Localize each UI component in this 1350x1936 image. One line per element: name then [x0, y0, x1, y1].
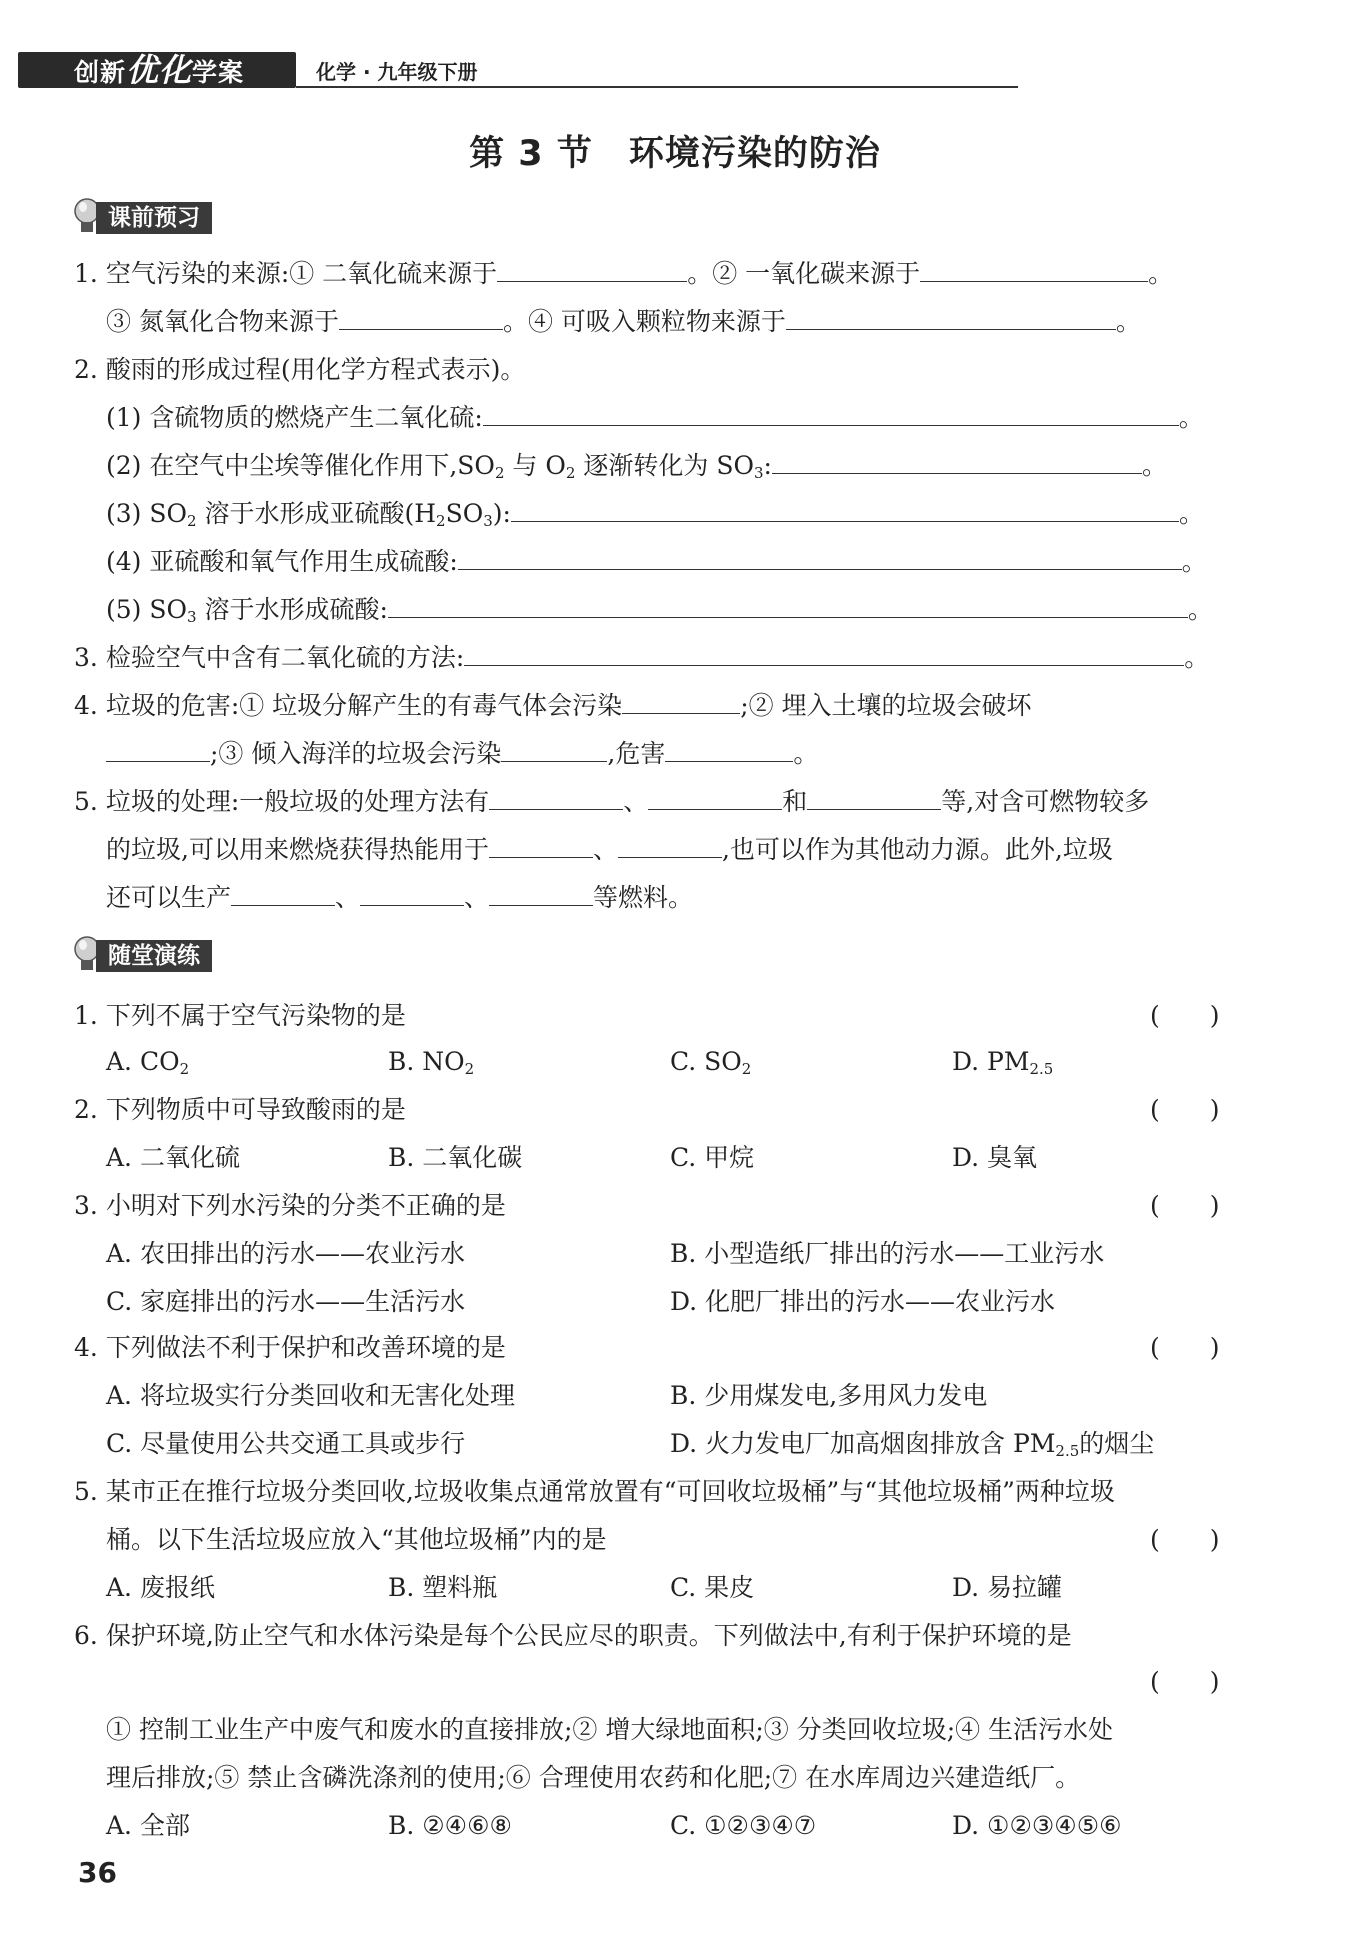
preview-q1-line1: 1. 空气污染的来源:① 二氧化硫来源于 。② 一氧化碳来源于 。	[74, 259, 1174, 288]
option-c[interactable]: C. ①②③④⑦	[670, 1811, 817, 1840]
option-b[interactable]: B. 少用煤发电,多用风力发电	[670, 1381, 988, 1410]
answer-blank[interactable]	[648, 787, 782, 810]
answer-paren[interactable]: ( )	[1150, 1667, 1220, 1696]
subject-label: 化学 · 九年级下册	[316, 60, 478, 84]
preview-q5-line2: 的垃圾,可以用来燃烧获得热能用于 、 ,也可以作为其他动力源。此外,垃圾	[106, 835, 1113, 864]
preview-q4-line2: ;③ 倾入海洋的垃圾会污染 ,危害 。	[106, 738, 818, 770]
answer-blank[interactable]	[497, 259, 687, 282]
practice-q5-line1: 5. 某市正在推行垃圾分类回收,垃圾收集点通常放置有“可回收垃圾桶”与“其他垃圾桶”两种垃圾	[74, 1477, 1115, 1506]
header-rule	[296, 86, 1018, 88]
preview-q5-line1: 5. 垃圾的处理:一般垃圾的处理方法有 、 和 等,对含可燃物较多	[74, 787, 1150, 816]
option-d[interactable]: D. 易拉罐	[952, 1573, 1063, 1602]
practice-q4: 4. 下列做法不利于保护和改善环境的是	[74, 1333, 506, 1362]
option-a[interactable]: A. 将垃圾实行分类回收和无害化处理	[106, 1381, 515, 1410]
option-b[interactable]: B. 塑料瓶	[388, 1573, 498, 1602]
practice-q6-line1: 6. 保护环境,防止空气和水体污染是每个公民应尽的职责。下列做法中,有利于保护环境的是	[74, 1621, 1072, 1650]
preview-q1-line2: ③ 氮氧化合物来源于 。④ 可吸入颗粒物来源于 。	[106, 307, 1141, 336]
option-a[interactable]: A. 全部	[106, 1811, 190, 1840]
option-c[interactable]: C. 家庭排出的污水——生活污水	[106, 1287, 466, 1316]
preview-q4-line1: 4. 垃圾的危害:① 垃圾分解产生的有毒气体会污染 ;② 埋入土壤的垃圾会破坏	[74, 691, 1032, 720]
option-d[interactable]: D. 臭氧	[952, 1143, 1038, 1172]
book-banner: 创新优化学案	[18, 52, 296, 88]
answer-blank[interactable]	[622, 691, 740, 714]
option-a[interactable]: A. 二氧化硫	[106, 1143, 240, 1172]
answer-blank[interactable]	[360, 883, 464, 906]
practice-q2: 2. 下列物质中可导致酸雨的是	[74, 1095, 406, 1124]
option-b[interactable]: B. 小型造纸厂排出的污水——工业污水	[670, 1239, 1105, 1268]
preview-q2: 2. 酸雨的形成过程(用化学方程式表示)。	[74, 355, 526, 384]
practice-q3: 3. 小明对下列水污染的分类不正确的是	[74, 1191, 506, 1220]
section-label: 课前预习	[96, 202, 212, 234]
answer-blank[interactable]	[511, 499, 1179, 522]
practice-q1: 1. 下列不属于空气污染物的是	[74, 1001, 406, 1030]
preview-q2-1: (1) 含硫物质的燃烧产生二氧化硫: 。	[106, 403, 1204, 432]
option-d[interactable]: D. 火力发电厂加高烟囱排放含 $PM_{2.5}$的烟尘	[670, 1429, 1155, 1460]
answer-blank[interactable]	[489, 883, 593, 906]
answer-paren[interactable]: ( )	[1150, 1191, 1220, 1220]
answer-blank[interactable]	[458, 547, 1182, 570]
preview-q2-5: (5) $SO_3$ 溶于水形成硫酸: 。	[106, 595, 1213, 626]
preview-q5-line3: 还可以生产 、 、 等燃料。	[106, 883, 694, 912]
option-a[interactable]: A. $CO_2$	[106, 1047, 190, 1078]
option-d[interactable]: D. 化肥厂排出的污水——农业污水	[670, 1287, 1056, 1316]
option-c[interactable]: C. 果皮	[670, 1573, 755, 1602]
answer-blank[interactable]	[618, 835, 722, 858]
option-c[interactable]: C. 甲烷	[670, 1143, 755, 1172]
practice-q5-line2: 桶。以下生活垃圾应放入“其他垃圾桶”内的是	[106, 1525, 607, 1554]
option-b[interactable]: B. $NO_2$	[388, 1047, 475, 1078]
preview-q2-4: (4) 亚硫酸和氧气作用生成硫酸: 。	[106, 547, 1207, 576]
section-label: 随堂演练	[96, 940, 212, 972]
option-d[interactable]: D. $PM_{2.5}$	[952, 1047, 1054, 1078]
option-d[interactable]: D. ①②③④⑤⑥	[952, 1811, 1122, 1840]
answer-blank[interactable]	[786, 307, 1116, 330]
option-a[interactable]: A. 农田排出的污水——农业污水	[106, 1239, 465, 1268]
answer-blank[interactable]	[807, 787, 941, 810]
answer-blank[interactable]	[920, 259, 1148, 282]
answer-paren[interactable]: ( )	[1150, 1001, 1220, 1030]
option-b[interactable]: B. 二氧化碳	[388, 1143, 523, 1172]
answer-blank[interactable]	[772, 451, 1142, 474]
preview-q2-2: (2) 在空气中尘埃等催化作用下$,SO_2$ 与 $O_2$ 逐渐转化为 $SO_3$: 。	[106, 451, 1167, 482]
option-c[interactable]: C. 尽量使用公共交通工具或步行	[106, 1429, 466, 1458]
answer-paren[interactable]: ( )	[1150, 1525, 1220, 1554]
option-a[interactable]: A. 废报纸	[106, 1573, 215, 1602]
answer-blank[interactable]	[106, 739, 210, 762]
page-title: 第 3 节 环境污染的防治	[469, 134, 881, 174]
practice-q6-line2: ① 控制工业生产中废气和废水的直接排放;② 增大绿地面积;③ 分类回收垃圾;④ 生活污水处	[106, 1715, 1114, 1744]
answer-blank[interactable]	[339, 307, 503, 330]
preview-q2-3: (3) $SO_2$ 溶于水形成亚硫酸$(H_2SO_3)$: 。	[106, 499, 1204, 530]
page-header	[18, 52, 1018, 88]
answer-paren[interactable]: ( )	[1150, 1333, 1220, 1362]
answer-blank[interactable]	[231, 883, 335, 906]
answer-blank[interactable]	[483, 403, 1179, 426]
answer-blank[interactable]	[388, 595, 1188, 618]
practice-q6-line3: 理后排放;⑤ 禁止含磷洗涤剂的使用;⑥ 合理使用农药和化肥;⑦ 在水库周边兴建造纸厂。	[106, 1763, 1081, 1792]
page-number: 36	[78, 1856, 117, 1889]
answer-blank[interactable]	[464, 643, 1184, 666]
option-b[interactable]: B. ②④⑥⑧	[388, 1811, 512, 1840]
answer-blank[interactable]	[665, 739, 793, 762]
answer-blank[interactable]	[489, 835, 593, 858]
answer-paren[interactable]: ( )	[1150, 1095, 1220, 1124]
answer-blank[interactable]	[489, 787, 623, 810]
option-c[interactable]: C. $SO_2$	[670, 1047, 752, 1078]
answer-blank[interactable]	[501, 739, 607, 762]
preview-q3: 3. 检验空气中含有二氧化硫的方法: 。	[74, 643, 1210, 672]
